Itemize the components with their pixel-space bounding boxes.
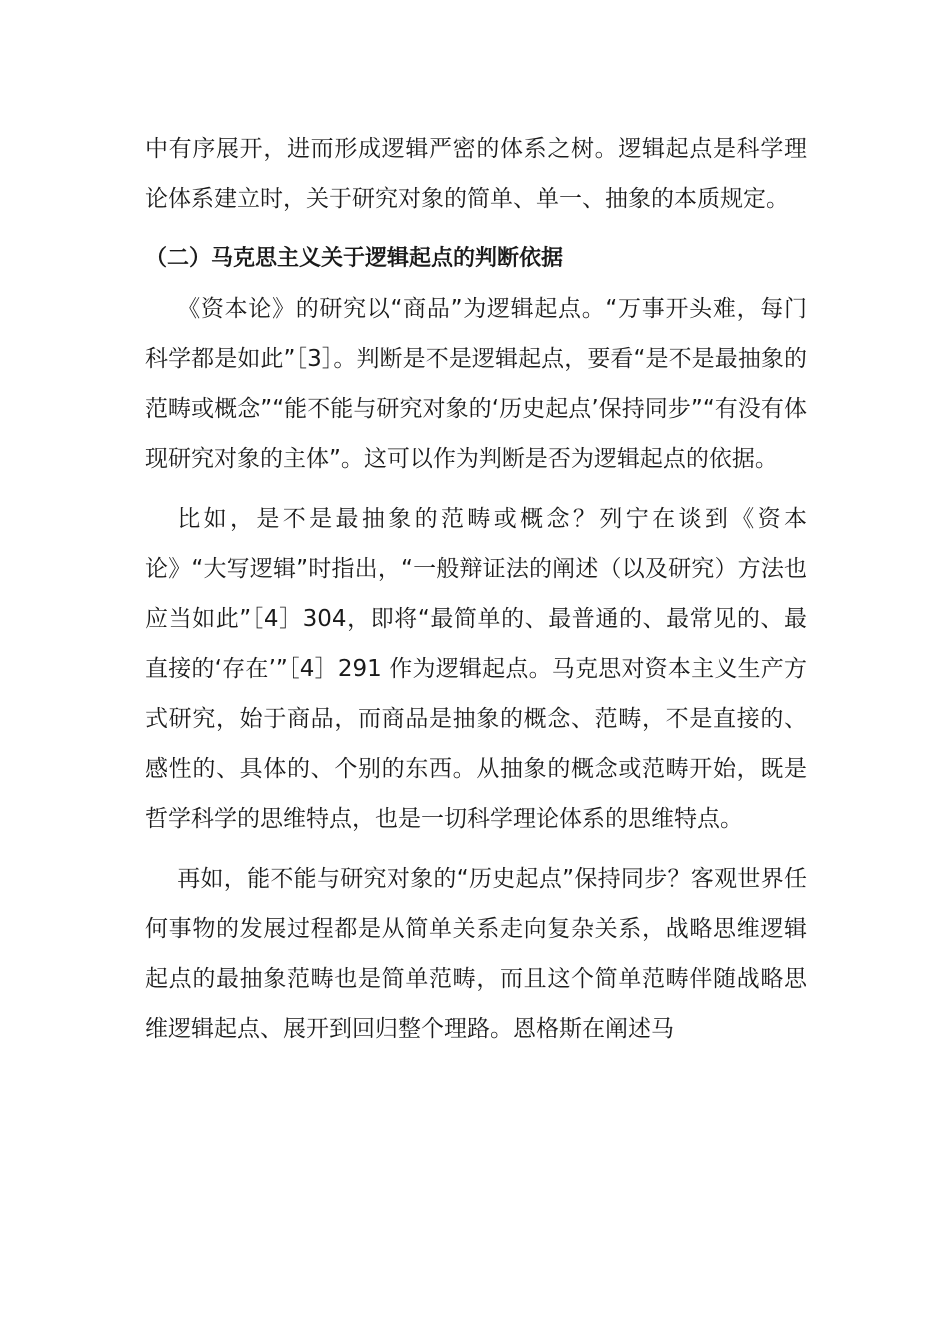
paragraph-gap [145, 484, 807, 494]
section-heading: （二）马克思主义关于逻辑起点的判断依据 [145, 246, 564, 271]
document-page [145, 124, 807, 1054]
paragraph-abstract-category: 比如，是不是最抽象的范畴或概念？列宁在谈到《资本论》“大写逻辑”时指出，“一般辩证法的阐述（以及研究）方法也应当如此”［4］304，即将“最简单的、最普通的、最常见的、最直接的‘存在’”［4］291 作为逻辑起点。马克思对资本主义生产方式研究，始于商品，而商品是抽象的概念、范畴，不是直接的、感性的、具体的、个别的东西。从抽象的概念或范畴开始，既是哲学科学的思维特点，也是一切科学理论体系的思维特点。 [145, 506, 807, 832]
paragraph-capital-commodity: 《资本论》的研究以“商品”为逻辑起点。“万事开头难，每门科学都是如此”［3］。判断是不是逻辑起点，要看“是不是最抽象的范畴或概念”“能不能与研究对象的‘历史起点’保持同步”“有没有体现研究对象的主体”。这可以作为判断是否为逻辑起点的依据。 [145, 296, 807, 472]
paragraph-logic-origin-definition: 中有序展开，进而形成逻辑严密的体系之树。逻辑起点是科学理论体系建立时，关于研究对象的简单、单一、抽象的本质规定。 [145, 136, 807, 212]
paragraph-gap [145, 844, 807, 854]
paragraph-historical-origin: 再如，能不能与研究对象的“历史起点”保持同步？客观世界任何事物的发展过程都是从简单关系走向复杂关系，战略思维逻辑起点的最抽象范畴也是简单范畴，而且这个简单范畴伴随战略思维逻辑起点、展开到回归整个理路。恩格斯在阐述马 [145, 866, 807, 1042]
